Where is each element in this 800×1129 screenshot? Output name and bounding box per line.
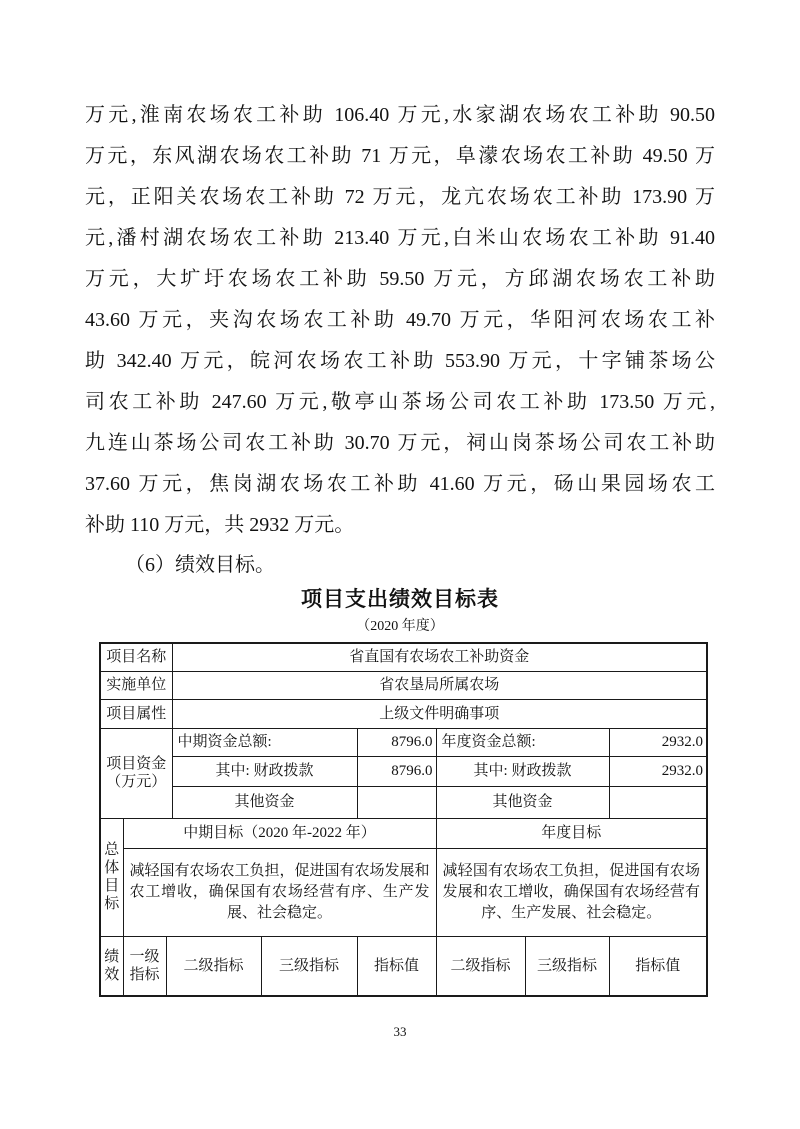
body-paragraph: [85, 95, 715, 546]
paragraph-line: 助 342.40 万元，皖河农场农工补助 553.90 万元，十字铺茶场公: [85, 350, 715, 372]
project-name-value: 省直国有农场农工补助资金: [172, 643, 707, 671]
midterm-fiscal-value: 8796.0: [357, 756, 436, 786]
annual-fiscal-value: 2932.0: [609, 756, 707, 786]
midterm-total-label: 中期资金总额:: [172, 728, 357, 756]
table-row: [100, 786, 707, 818]
annual-total-label: 年度资金总额:: [436, 728, 609, 756]
paragraph-line: 万元,淮南农场农工补助 106.40 万元,水家湖农场农工补助 90.50: [85, 104, 715, 126]
table-row: [100, 756, 707, 786]
paragraph-line: 九连山茶场公司农工补助 30.70 万元，祠山岗茶场公司农工补助: [85, 432, 715, 454]
paragraph-line: 元,潘村湖农场农工补助 213.40 万元,白米山农场农工补助 91.40: [85, 227, 715, 249]
paragraph-line: 万元，东风湖农场农工补助 71 万元，阜濛农场农工补助 49.50 万: [85, 145, 715, 167]
midterm-total-value: 8796.0: [357, 728, 436, 756]
annual-other-value: [609, 786, 707, 818]
annual-fiscal-label: 其中: 财政拨款: [436, 756, 609, 786]
annual-goal-header: 年度目标: [436, 818, 707, 848]
page-number: 33: [393, 1024, 407, 1039]
table-row: [100, 699, 707, 728]
table-subtitle: （2020 年度）: [356, 619, 444, 634]
table-row: [100, 643, 707, 671]
table-row: [100, 848, 707, 936]
midterm-other-label: 其他资金: [172, 786, 357, 818]
paragraph-line: 43.60 万元，夹沟农场农工补助 49.70 万元，华阳河农场农工补: [85, 309, 715, 331]
level3-indicator-header: 三级指标: [261, 936, 357, 996]
paragraph-line: 元，正阳关农场农工补助 72 万元，龙亢农场农工补助 173.90 万: [85, 186, 715, 208]
project-attribute-label: 项目属性: [100, 699, 172, 728]
annual-total-value: 2932.0: [609, 728, 707, 756]
midterm-goal-text: 减轻国有农场农工负担，促进国有农场发展和农工增收，确保国有农场经营有序、生产发展、社会稳定。: [123, 848, 436, 936]
project-name-label: 项目名称: [100, 643, 172, 671]
indicator-value-header: 指标值: [609, 936, 707, 996]
table-title: 项目支出绩效目标表: [301, 587, 499, 611]
level2-indicator-header: 二级指标: [166, 936, 261, 996]
table-row: [100, 671, 707, 699]
paragraph-line: 万元，大圹圩农场农工补助 59.50 万元，方邱湖农场农工补助: [85, 268, 715, 290]
project-attribute-value: 上级文件明确事项: [172, 699, 707, 728]
midterm-other-value: [357, 786, 436, 818]
implementing-unit-label: 实施单位: [100, 671, 172, 699]
level3-indicator-header: 三级指标: [525, 936, 609, 996]
funding-label: 项目资金（万元）: [100, 728, 172, 818]
midterm-goal-header: 中期目标（2020 年-2022 年）: [123, 818, 436, 848]
indicator-value-header: 指标值: [357, 936, 436, 996]
paragraph-line: 补助 110 万元，共 2932 万元。: [85, 514, 355, 536]
table-row: [100, 818, 707, 848]
paragraph-line: 司农工补助 247.60 万元,敬亭山茶场公司农工补助 173.50 万元,: [85, 391, 715, 413]
section-heading: （6）绩效目标。: [125, 554, 275, 576]
paragraph-line: 37.60 万元，焦岗湖农场农工补助 41.60 万元，砀山果园场农工: [85, 473, 715, 495]
performance-goal-table: [99, 642, 708, 997]
annual-other-label: 其他资金: [436, 786, 609, 818]
table-row: [100, 936, 707, 996]
level1-indicator-header: 一级指标: [123, 936, 166, 996]
implementing-unit-value: 省农垦局所属农场: [172, 671, 707, 699]
level2-indicator-header: 二级指标: [436, 936, 525, 996]
overall-goal-label: 总体目标: [100, 818, 123, 936]
performance-label: 绩效: [100, 936, 123, 996]
annual-goal-text: 减轻国有农场农工负担，促进国有农场发展和农工增收，确保国有农场经营有序、生产发展、社会稳定。: [436, 848, 707, 936]
midterm-fiscal-label: 其中: 财政拨款: [172, 756, 357, 786]
table-row: [100, 728, 707, 756]
